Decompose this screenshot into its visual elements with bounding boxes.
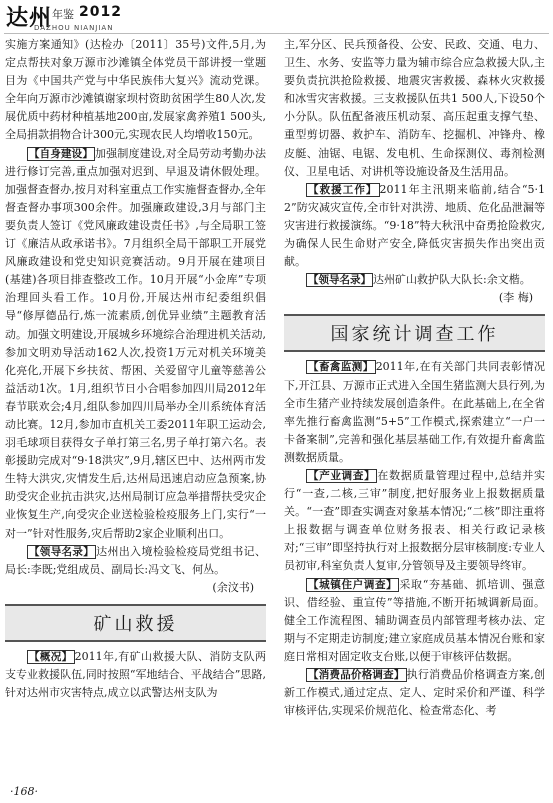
- paragraph-text: 2011年主汛期来临前,结合“5·12”防灾减灾宣传,全市针对洪涝、地质、危化品泄漏等灾害进行救援演练。“9·18”特大秋汛中奋勇抢险救灾,为确保人民生命财产安全,降低灾害损失作出突出贡献。: [284, 182, 545, 269]
- yearbook-logo: 达州: [6, 6, 53, 31]
- section-tag: 【自身建设】: [29, 147, 93, 160]
- yearbook-pinyin: DAZHOU NIANJIAN: [34, 24, 114, 32]
- paragraph-text: 在数据质量管理过程中,总结并实行“一查,二核,三审”制度,把好服务业上报数据质量关。“一查”即查实调查对象基本情况;“二核”即注重将上报数据与调查单位财务报表、相关行政记录核对;“三审”即坚持执行对上报数据分层审核制度:专业人员初审,科室负责人复审,分管领导及主要领导终审。: [284, 468, 545, 573]
- paragraph-leadership: [284, 271, 545, 289]
- yearbook-year: 2012: [79, 4, 122, 20]
- paragraph-text: 达州矿山救护队大队长:余文楷。: [373, 273, 531, 287]
- author-credit: (李 梅): [498, 291, 533, 305]
- section-tag: 【城镇住户调查】: [308, 578, 398, 591]
- paragraph: 实施方案通知》(达检办〔2011〕35号)文件,5月,为定点帮扶对象万源市沙滩镇全体党员干部讲授一堂题目为《中国共产党与中华民族伟大复兴》流动党课。全年向万源市沙滩镇谢家坝村资助贫困学生80人次,发展优质中药材种植基地200亩,发展家禽养殖1 500头,全局捐款捐物合计300元,实现农民人均增收150元。: [5, 38, 266, 142]
- paragraph-leadership: [5, 543, 266, 579]
- left-column: [5, 36, 266, 786]
- section-tag: 【领导名录】: [29, 545, 95, 558]
- paragraph-text: 2011年,在有关部门共同表彰情况下,开江县、万源市正式进入全国生猪监测大县行列,为全市生猪产业持续发展创造条件。在此基础上,在全省率先推行畜禽监测“5+5”工作模式,探索建立“一户一卡备案制”,完善和强化基层基础工作,有效提升畜禽监测数据质量。: [284, 360, 545, 464]
- paragraph-text: 加强制度建设,对全局劳动考勤办法进行修订完善,重点加强对迟到、早退及请休假处理。加强督查督办,按月对科室重点工作实施督查督办,全年督查督办事项300余件。加强廉政建设,3月与部门主要负责人签订《党风廉政建设责任书》,与全局职工签订《廉洁从政承诺书》。7月组织全局干部职工开展党风廉政建设和党史知识竞赛活动。9月开展在建项目(基建)各项目排查整改工作。10月开展“小金库”专项治理回头看工作。10月份,开展达州市纪委组织倡导“修厚德品行,炼一流素质,创优异业绩”主题教育活动。加强文明建设,开展城乡环境综合治理进机关活动,参加文明劝导活动162人次,投资1万元对机关环境美化亮化,开展下乡扶贫、帮困、关爱留守儿童等慈善公益活动1次。1月,组织节日小合唱参加四川局2012年春节联欢会;4月,组队参加四川局举办全川系统体育活动比赛。12月,参加市直机关工委2011年职工运动会,羽毛球项目获得女子单打第三名,男子单打第六名。表彰援助完成对“9·18洪灾”,9月,辖区巴中、达州两市发生特大洪灾,灾情发生后,达州局迅速启动应急预案,协助受灾企业抗击洪灾,达州局制订应急举措帮扶受灾企业恢复生产,向受灾企业送检验检疫服务上门,实行“一对一”针对性服务,灾后帮助2家企业顺利出口。: [5, 146, 266, 540]
- section-heading-mine-rescue: 矿山救援: [5, 604, 266, 642]
- paragraph-overview: [5, 648, 266, 702]
- page-header: [0, 0, 553, 34]
- section-tag: 【产业调查】: [308, 469, 376, 482]
- section-tag: 【畜禽监测】: [308, 361, 374, 374]
- yearbook-logo-sub: 年鉴: [52, 8, 74, 21]
- paragraph-text: 执行消费品价格调查方案,创新工作模式,通过定点、定人、定时采价和严谨、科学审核评估,实现采价规范化、检查常态化、考: [284, 668, 545, 718]
- right-column: [284, 36, 545, 786]
- paragraph-self-building: [5, 145, 266, 543]
- paragraph-text: 采取“夯基础、抓培训、强意识、借经验、重宣传”等措施,不断开拓城调新局面。健全工作流程图、辅助调查员内部管理考核办法、定期与不定期走访制度;建立家庭成员基本情况台账和家庭日常相对固定收支台账,以便于审核评估数据。: [284, 577, 545, 663]
- paragraph: 主,军分区、民兵预备役、公安、民政、交通、电力、卫生、水务、安监等力量为辅市综合应急救援大队,主要负责抗洪抢险救援、地震灾害救援、森林火灾救援和冰雪灾害救援。三支救援队伍共1 500人,下设50个小分队。队伍配备液压机动泵、高压起重支撑气垫、重型剪切器、救护车、消防车、挖掘机、冲锋舟、橡皮艇、油锯、电锯、发电机、生命探测仪、毒剂检测仪、卫星电话、对讲机等设施设备及生活用品。: [284, 38, 545, 178]
- paragraph-consumer-price: [284, 666, 545, 720]
- section-tag: 【消费品价格调查】: [308, 669, 405, 681]
- section-heading-statistics: 国家统计调查工作: [284, 314, 545, 352]
- paragraph-livestock: [284, 358, 545, 467]
- paragraph-rescue-work: [284, 181, 545, 271]
- section-tag: 【领导名录】: [308, 274, 371, 287]
- paragraph-urban-household: [284, 576, 545, 666]
- header-divider: [4, 33, 549, 34]
- page-number: ·168·: [10, 785, 38, 798]
- paragraph-industry: [284, 467, 545, 576]
- author-credit: (余汶书): [212, 580, 254, 594]
- paragraph-text: 2011年,有矿山救援大队、消防支队两支专业救援队伍,同时按照“军地结合、平战结合”思路,针对达州市灾害特点,成立以武警达州支队为: [5, 649, 266, 700]
- section-tag: 【救援工作】: [308, 183, 378, 196]
- section-tag: 【概况】: [29, 650, 73, 663]
- paragraph-text: 达州出入境检验检疫局党组书记、局长:李既;党组成员、副局长:冯文飞、何丛。: [5, 544, 266, 576]
